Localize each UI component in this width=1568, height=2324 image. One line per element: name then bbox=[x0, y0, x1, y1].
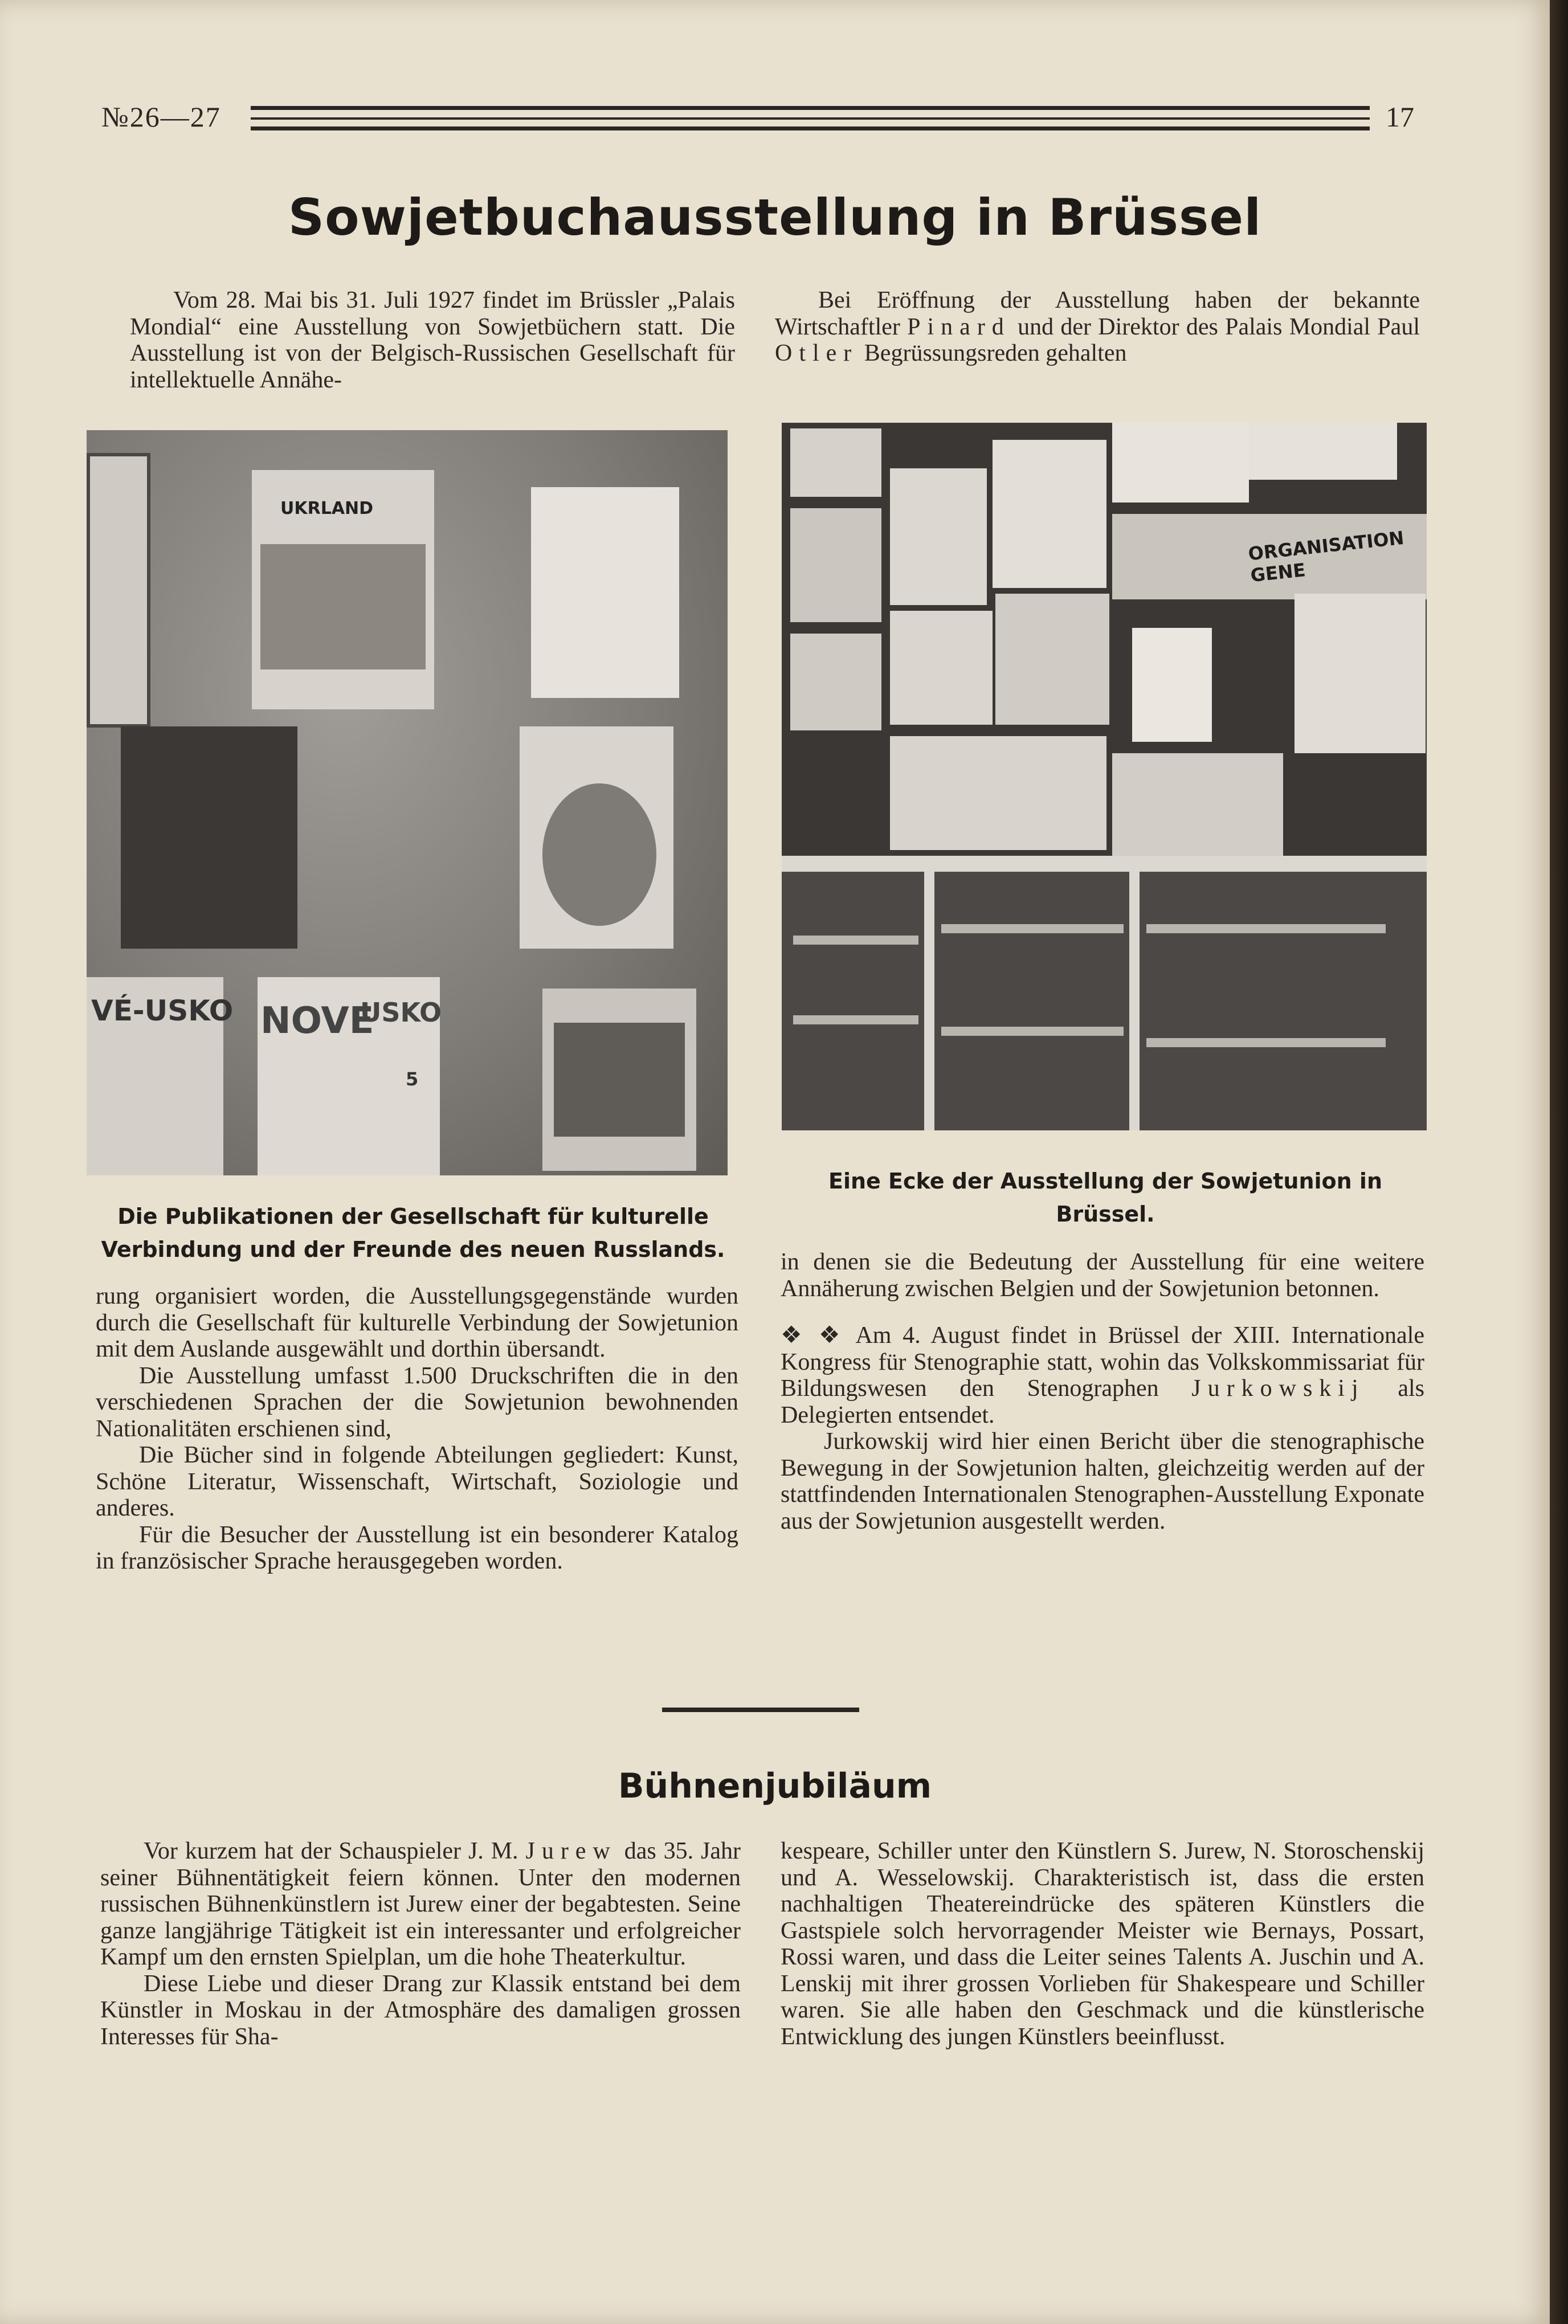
person-name: Jurkowskij bbox=[1191, 1375, 1365, 1402]
article-column-left-top bbox=[130, 287, 735, 393]
photo-publications-wall bbox=[87, 430, 728, 1175]
person-name: Jurew bbox=[525, 1838, 617, 1864]
section-divider bbox=[662, 1708, 859, 1712]
person-name: Otler bbox=[775, 340, 859, 366]
page-edge bbox=[1550, 0, 1568, 2324]
photo-sign: USKO bbox=[360, 997, 442, 1028]
header-rule bbox=[251, 117, 1370, 120]
paragraph: Diese Liebe und dieser Drang zur Klassik entstand bei dem Künstler in Moskau in der Atmosphäre des damaligen grossen Interesses für Sha- bbox=[100, 1970, 741, 2050]
article-title: Bühnenjubiläum bbox=[618, 1766, 932, 1806]
article-column-right-top bbox=[775, 287, 1420, 367]
paragraph: rung organisiert worden, die Ausstellungsgegenstände wurden durch die Gesellschaft für kulturelle Verbindung der Sowjetunion mit dem Auslande ausgewählt und dorthin übersandt. bbox=[96, 1283, 738, 1362]
paragraph: Vor kurzem hat der Schauspieler J. M. Jurew das 35. Jahr seiner Bühnentätigkeit feiern können. Unter den modernen russischen Bühnenkünstlern ist Jurew einer der begabtesten. Seine ganze langjährige Tätigkeit ist ein interessanter und erfolgreicher Kampf um den ernsten Spielplan, um die hohe Theaterkultur. bbox=[100, 1838, 741, 1970]
paragraph: Vom 28. Mai bis 31. Juli 1927 findet im Brüssler „Palais Mondial“ eine Ausstellung von Sowjetbüchern statt. Die Ausstellung ist von der Belgisch-Russischen Gesellschaft für intellektuelle Annähe- bbox=[130, 287, 735, 393]
paragraph: Jurkowskij wird hier einen Bericht über die stenographische Bewegung in der Sowjetunion halten, gleichzeitig werden auf der stattfindenden Internationalen Stenographen-Ausstellung Exponate aus der Sowjetunion ausgestellt werden. bbox=[781, 1428, 1424, 1534]
paragraph: Für die Besucher der Ausstellung ist ein besonderer Katalog in französischer Sprache herausgegeben worden. bbox=[96, 1521, 738, 1574]
paragraph: Die Bücher sind in folgende Abteilungen gegliedert: Kunst, Schöne Literatur, Wissenschaft, Wirtschaft, Soziologie und anderes. bbox=[96, 1442, 738, 1521]
article-title: Sowjetbuchausstellung in Brüssel bbox=[288, 188, 1262, 247]
article-column-right bbox=[781, 1838, 1424, 2050]
paragraph: ❖ ❖ Am 4. August findet in Brüssel der XIII. Internationale Kongress für Stenographie statt, wohin das Volkskommissariat für Bildungswesen den Stenographen Jurkowskij als Delegierten entsendet. bbox=[781, 1322, 1424, 1428]
header-rule bbox=[251, 106, 1370, 110]
article-column-right-bottom bbox=[781, 1249, 1424, 1534]
paragraph: Die Ausstellung umfasst 1.500 Druckschriften die in den verschiedenen Sprachen der die Sowjetunion bewohnenden Nationalitäten erschienen sind, bbox=[96, 1362, 738, 1442]
photo-caption-left: Die Publikationen der Gesellschaft für kulturelle Verbindung und der Freunde des neuen Russlands. bbox=[101, 1204, 725, 1262]
header-rule bbox=[251, 126, 1370, 130]
issue-number: №26—27 bbox=[101, 101, 221, 133]
photo-exhibition-corner bbox=[782, 423, 1427, 1130]
paragraph: kespeare, Schiller unter den Künstlern S. Jurew, N. Storoschenskij und A. Wesselowskij. Charakteristisch ist, dass die ersten nachhaltigen Theatereindrücke des späteren Künstlers die Gastspiele solch hervorragender Meister wie Bernays, Possart, Rossi waren, und dass die Leiter seines Talents A. Juschin und A. Lenskij mit ihrer grossen Vorlieben für Shakespeare und Schiller waren. Sie alle haben den Geschmack und die künstlerische Entwicklung des jungen Künstlers beeinflusst. bbox=[781, 1838, 1424, 2050]
article-column-left-bottom bbox=[96, 1283, 738, 1575]
article-column-left bbox=[100, 1838, 741, 2050]
paragraph: in denen sie die Bedeutung der Ausstellung für eine weitere Annäherung zwischen Belgien und der Sowjetunion betonnen. bbox=[781, 1249, 1424, 1302]
photo-sign: 5 bbox=[406, 1068, 419, 1090]
paragraph: Bei Eröffnung der Ausstellung haben der bekannte Wirtschaftler Pinard und der Direktor des Palais Mondial Paul Otler Begrüssungsreden gehalten bbox=[775, 287, 1420, 366]
photo-banner: ORGANISATION GENE bbox=[1247, 526, 1405, 587]
person-name: Pinard bbox=[907, 313, 1011, 340]
page-number: 17 bbox=[1386, 101, 1414, 133]
photo-caption-right: Eine Ecke der Ausstellung der Sowjetunion in Brüssel. bbox=[828, 1169, 1383, 1227]
photo-sign: NOVE bbox=[260, 1000, 374, 1042]
photo-sign: UKRLAND bbox=[280, 499, 374, 518]
photo-sign: VÉ-USKO bbox=[91, 994, 234, 1027]
